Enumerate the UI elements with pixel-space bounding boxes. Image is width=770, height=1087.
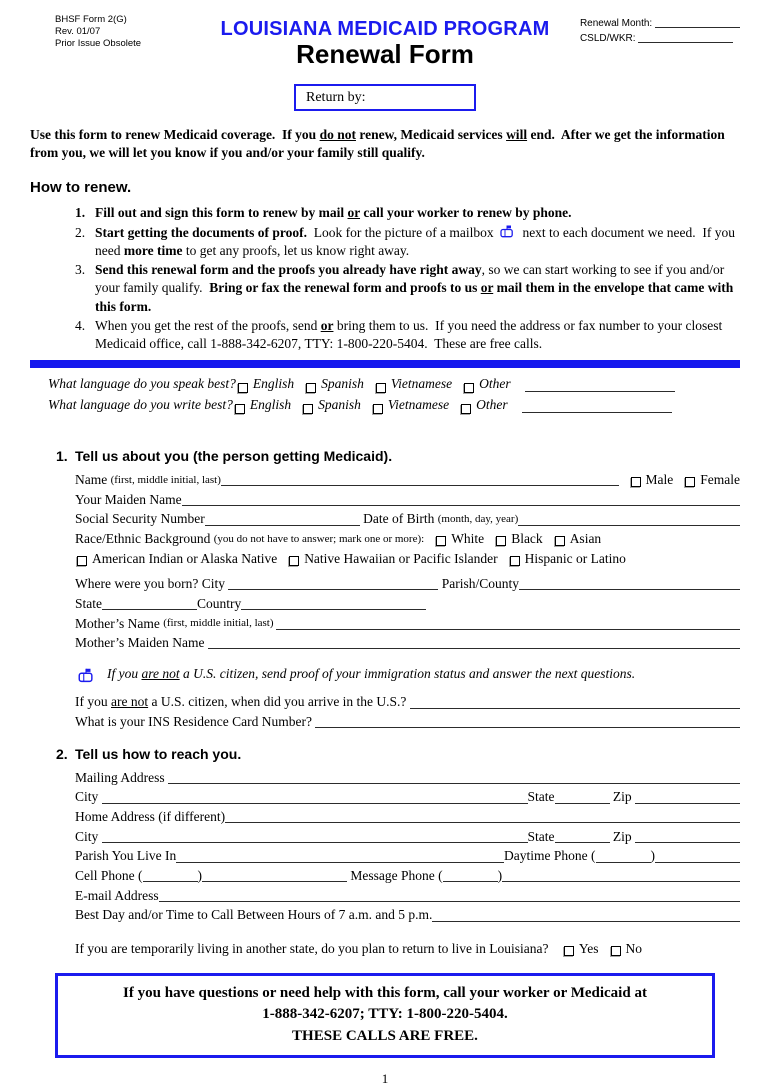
help-free-line: THESE CALLS ARE FREE. <box>292 1027 478 1044</box>
item-text: bring them to us. If you need the address or fax number to your closest Medicaid office, call 1-888-342-6207, TTY: 1-800-220-5404. These are free calls. <box>95 317 726 351</box>
item-number: 4. <box>75 317 86 333</box>
note-are-not: are not <box>141 666 180 682</box>
mailing-address-label: Mailing Address <box>75 769 168 785</box>
note-text: If you <box>107 666 142 682</box>
race-label: Race/Ethnic Background <box>75 531 214 546</box>
item-or: or <box>347 205 361 221</box>
state-label: State <box>527 828 555 844</box>
daytime-phone-label: Daytime Phone ( <box>504 848 596 864</box>
dob-label: Date of Birth <box>359 511 438 527</box>
csld-wkr-label: CSLD/WKR: <box>579 33 639 44</box>
zip-label: Zip <box>609 828 635 844</box>
item-text: next to each document we need. If you need <box>95 224 739 258</box>
race-white-checkbox[interactable] <box>436 536 446 546</box>
home-zip-input-line[interactable] <box>635 842 740 843</box>
paren: ) <box>650 848 655 864</box>
daytime-area-input-line[interactable] <box>596 862 651 863</box>
item-number: 1. <box>75 205 86 221</box>
option-label: Native Hawaiian or Pacific Islander <box>304 550 498 566</box>
item-text: to get any proofs, let us know right away. <box>182 242 410 258</box>
message-phone-label: Message Phone ( <box>347 868 443 884</box>
speak-english-checkbox[interactable] <box>238 383 248 393</box>
email-input-line[interactable] <box>159 901 740 902</box>
female-label: Female <box>700 472 740 488</box>
birth-city-label: Where were you born? City <box>75 576 229 592</box>
race-row-2 <box>75 549 740 568</box>
section2-fields <box>75 768 740 958</box>
mailing-city-row <box>75 787 740 806</box>
ins-row <box>75 712 740 731</box>
section-number: 2. <box>56 745 68 762</box>
write-spanish-checkbox[interactable] <box>303 404 313 414</box>
name-hint: (first, middle initial, last) <box>110 473 221 486</box>
parish-input-line[interactable] <box>176 862 504 863</box>
item-text: Look for the picture of a mailbox <box>306 224 498 240</box>
item-text: Send this renewal form and the proofs you already have right away <box>95 262 482 278</box>
option-label: Spanish <box>318 397 361 413</box>
mother-name-row <box>75 614 740 633</box>
blue-divider-bar <box>30 360 740 368</box>
mother-name-input-line[interactable] <box>276 629 740 630</box>
maiden-name-label: Your Maiden Name <box>75 491 182 507</box>
ins-card-input-line[interactable] <box>315 727 740 728</box>
race-hawaiian-checkbox[interactable] <box>289 556 299 566</box>
section2-heading <box>30 746 740 762</box>
item-or: or <box>320 317 334 333</box>
mother-maiden-row <box>75 633 740 652</box>
page-number: 1 <box>381 1071 389 1087</box>
speak-other-input-line[interactable] <box>525 391 675 392</box>
form-revision: Rev. 01/07 <box>55 25 101 37</box>
mailing-address-input-line[interactable] <box>168 783 740 784</box>
best-time-label: Best Day and/or Time to Call Between Hours of 7 a.m. and 5 p.m. <box>75 907 433 923</box>
cell-phone-label: Cell Phone ( <box>75 868 143 884</box>
form-obsolete-note: Prior Issue Obsolete <box>55 37 142 49</box>
maiden-name-row <box>75 490 740 509</box>
dob-hint: (month, day, year) <box>437 512 519 525</box>
intro-paragraph <box>30 126 740 162</box>
speak-vietnamese-checkbox[interactable] <box>376 383 386 393</box>
race-hint: (you do not have to answer; mark one or more): <box>213 532 425 545</box>
race-american-indian-checkbox[interactable] <box>77 556 87 566</box>
help-line: If you have questions or need help with this form, call your worker or Medicaid at <box>123 985 647 1002</box>
return-yes-checkbox[interactable] <box>564 946 574 956</box>
message-phone-input-line[interactable] <box>502 881 740 882</box>
name-label: Name <box>75 472 111 488</box>
option-label: Asian <box>569 531 602 546</box>
list-item <box>30 317 740 353</box>
birthplace-row <box>75 574 740 593</box>
race-row-1 <box>75 529 740 548</box>
paren: ) <box>197 868 202 884</box>
intro-text: Use this form to renew Medicaid coverage. If you <box>30 127 320 142</box>
race-hispanic-checkbox[interactable] <box>510 556 520 566</box>
ssn-label: Social Security Number <box>75 511 205 527</box>
message-area-input-line[interactable] <box>443 881 498 882</box>
item-number: 3. <box>75 262 86 278</box>
arrival-are-not: are not <box>111 694 149 710</box>
ins-card-label: What is your INS Residence Card Number? <box>75 714 316 730</box>
home-address-label: Home Address (if different) <box>75 809 226 825</box>
form-header <box>30 12 740 76</box>
state-label: State <box>527 789 555 805</box>
page-title: Renewal Form <box>296 39 474 69</box>
option-label: English <box>252 376 295 392</box>
male-checkbox[interactable] <box>631 477 641 487</box>
item-text: call your worker to renew by phone. <box>360 205 572 221</box>
write-english-checkbox[interactable] <box>235 404 245 414</box>
return-by-label: Return by: <box>306 89 366 105</box>
temporary-state-question: If you are temporarily living in another state, do you plan to return to live in Louisiana? <box>75 941 552 956</box>
citizen-note <box>75 666 740 682</box>
section1-fields <box>75 470 740 731</box>
option-label: American Indian or Alaska Native <box>92 550 278 566</box>
race-asian-checkbox[interactable] <box>555 536 565 546</box>
maiden-name-input-line[interactable] <box>182 505 740 506</box>
cell-area-input-line[interactable] <box>143 881 198 882</box>
write-vietnamese-checkbox[interactable] <box>373 404 383 414</box>
mailing-city-input-line[interactable] <box>102 803 528 804</box>
cell-message-row <box>75 866 740 885</box>
item-or: or <box>480 280 494 296</box>
item-number: 2. <box>75 224 86 240</box>
email-row <box>75 886 740 905</box>
option-label: Black <box>511 531 543 546</box>
zip-label: Zip <box>609 789 635 805</box>
arrival-label: If you <box>75 694 111 710</box>
city-label: City <box>75 789 102 805</box>
home-city-input-line[interactable] <box>102 842 528 843</box>
home-city-row <box>75 827 740 846</box>
speak-language-row <box>48 374 740 395</box>
list-item <box>30 204 740 222</box>
mailing-address-row <box>75 768 740 787</box>
name-row <box>75 470 740 489</box>
mailing-zip-input-line[interactable] <box>635 803 740 804</box>
language-questions <box>48 374 740 416</box>
mother-name-label: Mother’s Name <box>75 615 164 631</box>
ssn-input-line[interactable] <box>205 525 360 526</box>
parish-phone-row <box>75 846 740 865</box>
birth-state-label: State <box>75 595 102 611</box>
list-item <box>30 261 740 316</box>
state-country-row <box>75 594 740 613</box>
note-text: a U.S. citizen, send proof of your immigration status and answer the next questions. <box>179 666 636 682</box>
section1-heading <box>30 448 740 464</box>
birth-city-input-line[interactable] <box>228 589 438 590</box>
cell-phone-input-line[interactable] <box>202 881 347 882</box>
mailbox-icon <box>499 225 515 238</box>
yes-label: Yes <box>578 941 599 956</box>
male-label: Male <box>645 472 674 488</box>
birth-state-input-line[interactable] <box>102 609 197 610</box>
home-address-input-line[interactable] <box>225 822 740 823</box>
intro-text: end. After we get the information from you, we will let you know if you and/or your family still qualify. <box>30 127 729 161</box>
item-text: Fill out and sign this form to renew by mail <box>95 205 348 221</box>
return-by-box[interactable] <box>294 84 476 111</box>
item-text: Start getting the documents of proof. <box>95 224 307 240</box>
form-id-block <box>55 14 141 50</box>
speak-spanish-checkbox[interactable] <box>306 383 316 393</box>
item-text: , so we can start working to see if you and/or your family qualify. <box>95 262 728 296</box>
home-address-row <box>75 807 740 826</box>
option-label: Other <box>479 376 511 392</box>
no-label: No <box>625 941 643 956</box>
program-title: LOUISIANA MEDICAID PROGRAM <box>220 18 550 40</box>
form-id: BHSF Form 2(G) <box>55 14 127 25</box>
section-number: 1. <box>56 448 68 465</box>
dob-input-line[interactable] <box>518 525 740 526</box>
name-input-line[interactable] <box>221 485 619 486</box>
help-box <box>55 973 715 1058</box>
renewal-month-input-line[interactable] <box>655 27 740 28</box>
item-more-time: more time <box>123 242 183 258</box>
item-text: When you get the rest of the proofs, send <box>95 317 321 333</box>
female-checkbox[interactable] <box>685 477 695 487</box>
intro-text: renew, Medicaid services <box>355 127 507 142</box>
option-label: Vietnamese <box>387 397 450 413</box>
list-item <box>30 224 740 260</box>
return-no-checkbox[interactable] <box>611 946 621 956</box>
write-language-label: What language do you write best? <box>48 397 233 413</box>
paren: ) <box>497 868 503 884</box>
arrival-row <box>75 692 740 711</box>
race-black-checkbox[interactable] <box>496 536 506 546</box>
mother-maiden-label: Mother’s Maiden Name <box>75 635 208 651</box>
how-to-renew-heading: How to renew. <box>30 179 132 197</box>
option-label: White <box>451 531 485 546</box>
intro-will: will <box>506 127 528 142</box>
csld-wkr-input-line[interactable] <box>638 42 733 43</box>
arrival-label: a U.S. citizen, when did you arrive in the U.S.? <box>148 694 410 710</box>
section-title: Tell us about you (the person getting Medicaid). <box>75 448 393 465</box>
item-text: Bring or fax the renewal form and proofs to us <box>209 280 481 296</box>
write-other-checkbox[interactable] <box>461 404 471 414</box>
parish-county-label: Parish/County <box>438 576 519 592</box>
item-text: mail them in the envelope that came with this form. <box>95 280 737 314</box>
option-label: Vietnamese <box>390 376 453 392</box>
office-use-block <box>580 16 740 46</box>
birth-country-label: Country <box>197 595 242 611</box>
parish-label: Parish You Live In <box>75 848 177 864</box>
temporary-state-row <box>75 939 740 958</box>
parish-county-input-line[interactable] <box>519 589 740 590</box>
write-language-row <box>48 395 740 416</box>
home-state-input-line[interactable] <box>555 842 610 843</box>
city-label: City <box>75 828 102 844</box>
birth-country-input-line[interactable] <box>241 609 426 610</box>
option-label: English <box>249 397 292 413</box>
option-label: Other <box>476 397 508 413</box>
mother-name-hint: (first, middle initial, last) <box>163 617 277 630</box>
ssn-dob-row <box>75 509 740 528</box>
mailbox-icon <box>77 668 95 683</box>
how-to-renew-list <box>30 204 740 353</box>
speak-language-label: What language do you speak best? <box>48 376 236 392</box>
mailing-state-input-line[interactable] <box>555 803 610 804</box>
intro-do-not: do not <box>319 127 356 142</box>
best-time-input-line[interactable] <box>432 921 740 922</box>
email-label: E-mail Address <box>75 887 159 903</box>
arrival-date-input-line[interactable] <box>410 708 740 709</box>
daytime-phone-input-line[interactable] <box>655 862 740 863</box>
option-label: Spanish <box>321 376 364 392</box>
speak-other-checkbox[interactable] <box>464 383 474 393</box>
write-other-input-line[interactable] <box>522 412 672 413</box>
mother-maiden-input-line[interactable] <box>208 648 740 649</box>
section-title: Tell us how to reach you. <box>75 745 242 762</box>
option-label: Hispanic or Latino <box>524 550 626 566</box>
renewal-month-label: Renewal Month: <box>579 18 655 29</box>
help-phone-line: 1-888-342-6207; TTY: 1-800-220-5404. <box>262 1006 508 1023</box>
best-time-row <box>75 905 740 924</box>
